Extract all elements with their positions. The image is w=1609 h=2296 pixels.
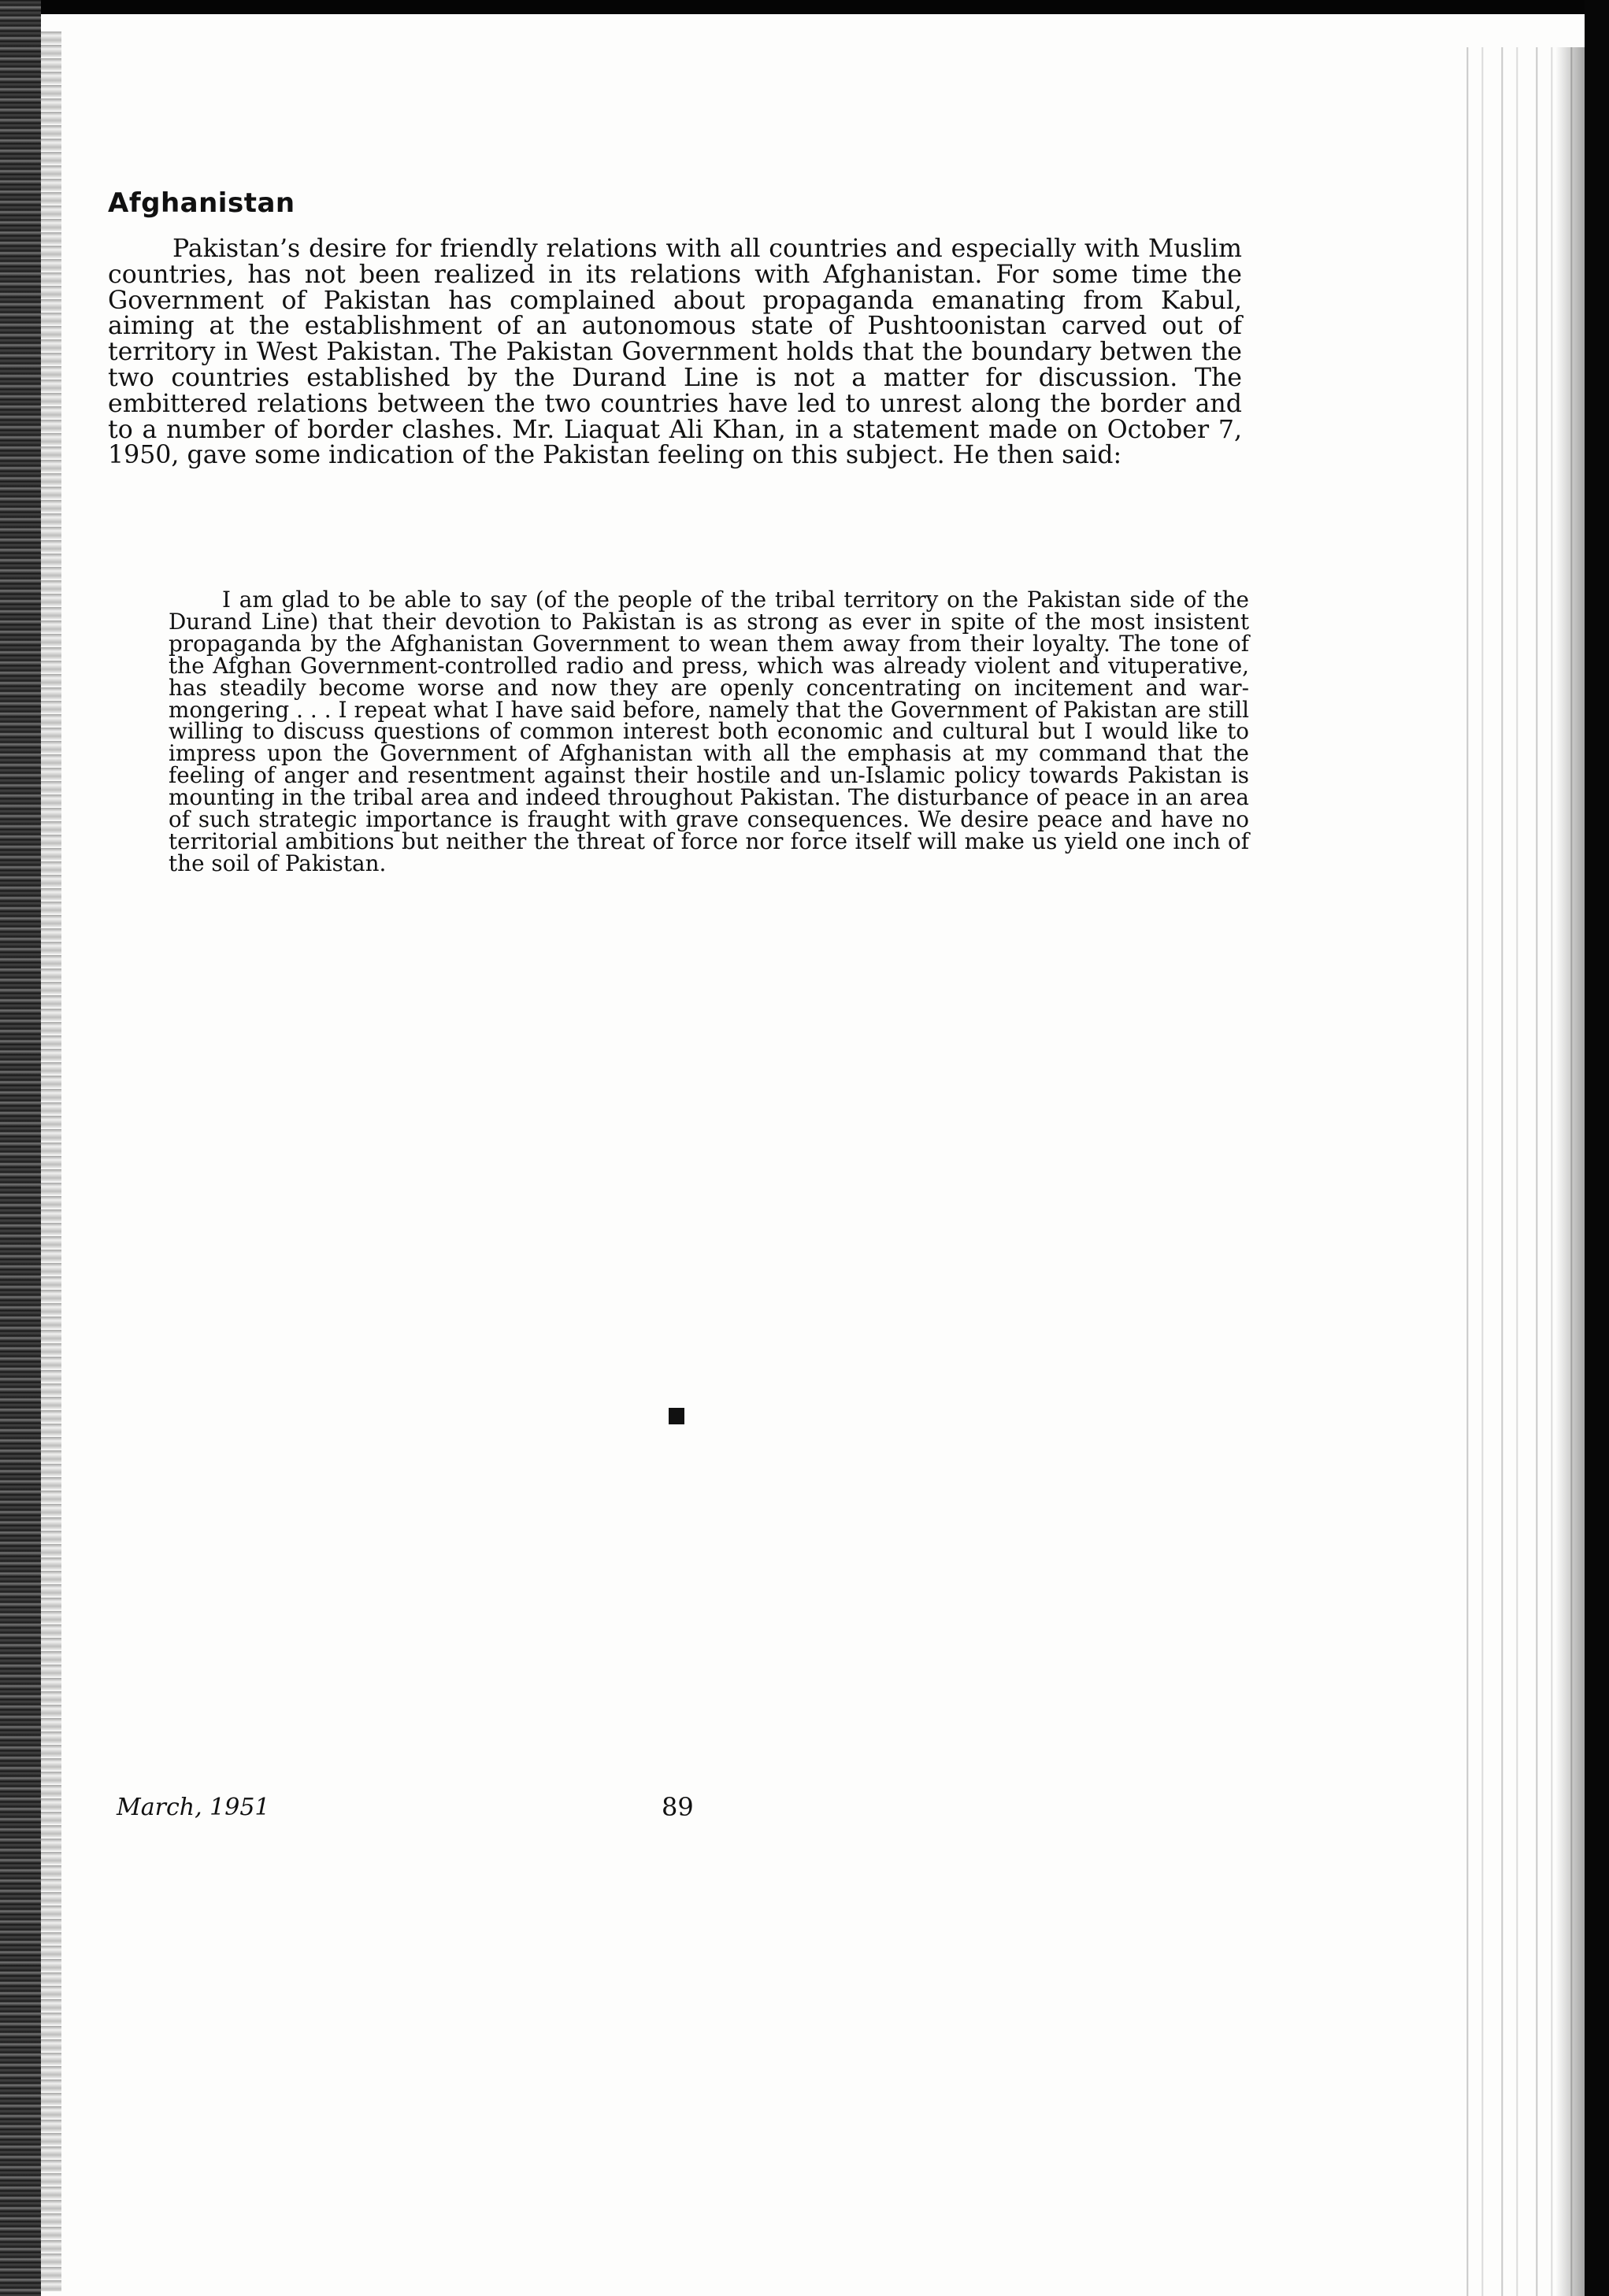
scan-left-shadow — [41, 31, 61, 2291]
page-number: 89 — [662, 1792, 694, 1822]
scan-left-edge — [0, 0, 41, 2296]
section-heading: Afghanistan — [108, 187, 295, 219]
scan-top-edge — [0, 0, 1609, 14]
body-paragraph: Pakistan’s desire for friendly relations with all countries and especially with Muslim countries, has not been realized in its relations with Afghanistan. For some time the Government of Pakistan has complained about propaganda emanating from Kabul, aiming at the establishment of an autonomous state of Pushtoonistan carved out of territory in West Pakistan. The Pakistan Government holds that the boundary betwen the two countries established by the Durand Line is not a matter for discussion. The embittered relations between the two countries have led to unrest along the border and to a number of border clashes. Mr. Liaquat Ali Khan, in a statement made on October 7, 1950, gave some indication of the Pakistan feeling on this subject. He then said: — [108, 235, 1242, 470]
block-quote: I am glad to be able to say (of the people of the tribal territory on the Pakistan side of the Durand Line) that their devotion to Pakistan is as strong as ever in spite of the most insistent propaganda by the Afghanistan Government to wean them away from their loyalty. The tone of the Afghan Government-controlled radio and press, which was already violent and vituperative, has steadily become worse and now they are openly concentrating on incitement and war-mongering . . . I repeat what I have said before, namely that the Government of Pakistan are still willing to discuss questions of common interest both economic and cultural but I would like to impress upon the Government of Afghanistan with all the emphasis at my command that the feeling of anger and resentment against their hostile and un-Islamic policy towards Pakistan is mounting in the tribal area and indeed throughout Pakistan. The disturbance of peace in an area of such strategic importance is fraught with grave consequences. We desire peace and have no territorial ambitions but neither the threat of force nor force itself will make us yield one inch of the soil of Pakistan. — [169, 587, 1249, 876]
end-of-article-mark — [669, 1408, 684, 1424]
footer-date: March, 1951 — [117, 1794, 270, 1821]
scan-right-shadow — [1555, 47, 1585, 2296]
scan-right-edge — [1585, 0, 1609, 2296]
